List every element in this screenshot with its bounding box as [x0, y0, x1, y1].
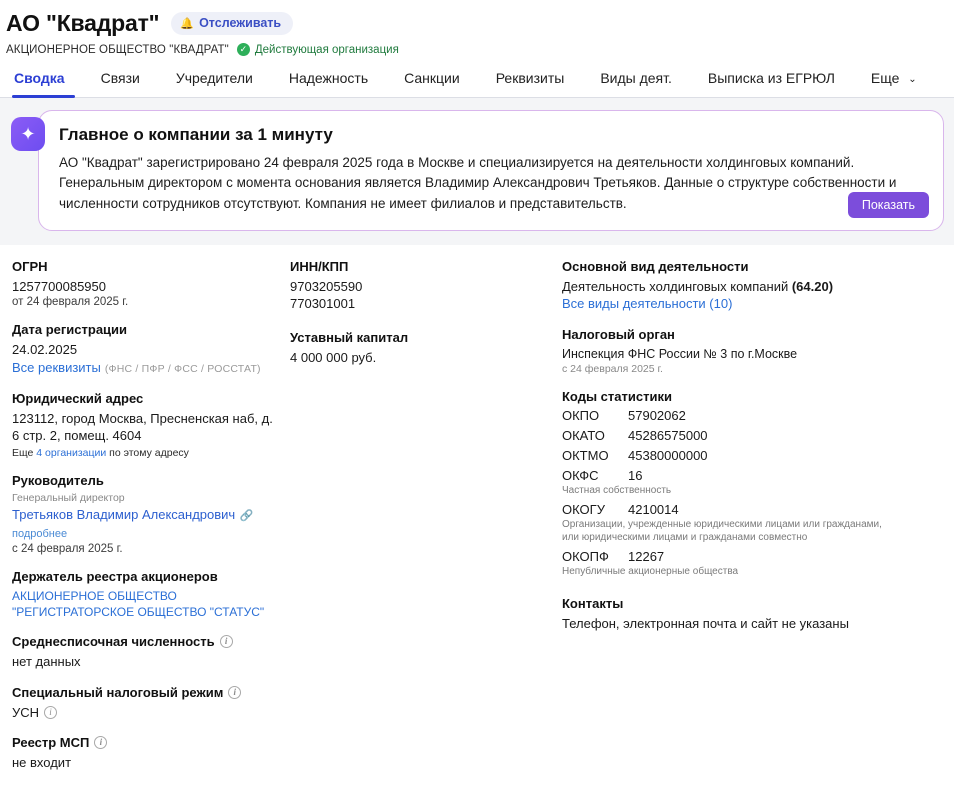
stat-row	[562, 549, 944, 578]
field-ogrn-since: от 24 февраля 2025 г.	[12, 296, 129, 309]
summary-text: АО "Квадрат" зарегистрировано 24 февраля 2025 года в Москве и специализируется на деятельности холдинговых компаний. Генеральным директором с момента основания является Владимир Александрович Третьяков. Данные о структуре собственности и численности сотрудников отсутствуют. Компания не имеет филиалов и представительств.	[59, 155, 897, 211]
field-ogrn-value: 1257700085950	[12, 278, 106, 294]
stat-key: ОКТМО	[562, 447, 609, 463]
field-main-activity-value-row	[562, 278, 944, 296]
tab-label: Виды деят.	[600, 70, 672, 86]
tab-label: Учредители	[175, 70, 253, 86]
field-registrar-value[interactable]: АКЦИОНЕРНОЕ ОБЩЕСТВО "РЕГИСТРАТОРСКОЕ ОБЩЕСТВО "СТАТУС"	[12, 588, 265, 620]
field-director-label: Руководитель	[12, 472, 104, 488]
tab-nadezhnost[interactable]	[271, 70, 386, 97]
stat-value: 12267	[628, 548, 665, 564]
field-main-activity-value: Деятельность холдинговых компаний	[562, 278, 789, 294]
field-tax-regime-label	[12, 685, 280, 700]
stat-row	[562, 448, 944, 463]
show-button[interactable]: Показать	[848, 192, 929, 218]
stat-note: Непубличные акционерные общества	[562, 565, 739, 577]
info-icon[interactable]: i	[220, 635, 233, 648]
details-column-left	[12, 259, 290, 786]
tab-svyazi[interactable]	[83, 70, 158, 97]
field-contacts	[562, 596, 944, 633]
field-tax-office	[562, 327, 944, 375]
field-main-activity-label: Основной вид деятельности	[562, 258, 749, 274]
field-legal-address-value: 123112, город Москва, Пресненская наб, д. 6 стр. 2, помещ. 4604	[12, 410, 273, 444]
stat-value: 4210014	[628, 501, 679, 517]
field-tax-office-label: Налоговый орган	[562, 326, 675, 342]
stat-value: 45286575000	[628, 427, 708, 443]
field-msp-label	[12, 735, 280, 750]
field-tax-office-value: Инспекция ФНС России № 3 по г.Москве	[562, 346, 798, 361]
bell-icon: 🔔	[180, 17, 195, 30]
field-tax-regime-value: УСН	[12, 704, 40, 720]
stat-key: ОКФС	[562, 467, 599, 483]
field-msp-value: не входит	[12, 755, 72, 771]
field-headcount-label	[12, 634, 280, 649]
field-registrar	[12, 569, 280, 620]
field-registrar-label: Держатель реестра акционеров	[12, 568, 218, 584]
field-legal-address	[12, 391, 280, 459]
stat-row	[562, 468, 944, 497]
field-headcount-value: нет данных	[12, 654, 81, 670]
details-column-middle	[290, 259, 560, 786]
page-title: АО "Квадрат"	[6, 10, 160, 36]
tab-vidy-deyat[interactable]	[582, 70, 690, 97]
stat-value: 16	[628, 467, 643, 483]
tab-svodka[interactable]	[6, 70, 83, 97]
field-headcount	[12, 634, 280, 671]
field-contacts-label: Контакты	[562, 595, 624, 611]
tab-vypiska-egrul[interactable]	[690, 70, 853, 97]
info-icon[interactable]: i	[94, 736, 107, 749]
field-tax-regime-label-text: Специальный налоговый режим	[12, 684, 224, 700]
field-inn-kpp-label: ИНН/КПП	[290, 258, 349, 274]
field-director-position: Генеральный директор	[12, 491, 125, 504]
field-msp-label-text: Реестр МСП	[12, 735, 90, 751]
director-details-link[interactable]: подробнее	[12, 527, 68, 540]
stat-note: Частная собственность	[562, 484, 672, 496]
check-circle-icon: ✓	[237, 43, 250, 56]
field-capital	[290, 330, 550, 367]
all-requisites-link[interactable]: Все реквизиты	[12, 359, 101, 375]
field-msp	[12, 735, 280, 772]
field-director	[12, 473, 280, 555]
stat-key: ОКПО	[562, 407, 600, 423]
page-header	[0, 0, 954, 56]
tab-rekvizity[interactable]	[478, 70, 583, 97]
tab-more[interactable]	[853, 70, 935, 97]
tab-label: Реквизиты	[495, 70, 565, 86]
field-main-activity	[562, 259, 944, 313]
title-row	[0, 8, 954, 37]
address-more-suffix: по этому адресу	[109, 446, 189, 459]
sparkle-icon: ✦	[11, 117, 45, 151]
stat-note: Организации, учрежденные юридическими лицами или гражданами, или юридическими лицами и гражданами совместно	[562, 518, 882, 543]
summary-title: Главное о компании за 1 минуту	[59, 125, 333, 144]
field-stat-codes-label: Коды статистики	[562, 388, 672, 404]
tab-label: Еще	[870, 70, 900, 86]
tab-label: Сводка	[14, 70, 65, 86]
field-contacts-value: Телефон, электронная почта и сайт не указаны	[562, 615, 849, 631]
field-stat-codes	[562, 389, 944, 578]
details-column-right	[560, 259, 944, 786]
field-tax-regime-value-row	[12, 704, 280, 722]
status-badge-label: Действующая организация	[254, 43, 399, 56]
link-icon: 🔗	[239, 509, 254, 522]
all-requisites-row	[12, 359, 280, 377]
field-kpp-value: 770301001	[290, 296, 356, 312]
tab-bar	[0, 56, 954, 98]
field-main-activity-code: (64.20)	[791, 278, 834, 294]
field-tax-regime	[12, 685, 280, 722]
director-name-link[interactable]: Третьяков Владимир Александрович	[12, 506, 236, 522]
field-capital-label: Уставный капитал	[290, 329, 409, 345]
tab-label: Выписка из ЕГРЮЛ	[707, 70, 835, 86]
stat-row	[562, 428, 944, 443]
field-ogrn-label: ОГРН	[12, 258, 48, 274]
field-inn-value: 9703205590	[290, 278, 363, 294]
summary-card	[20, 110, 944, 231]
info-icon[interactable]: i	[228, 686, 241, 699]
field-capital-value: 4 000 000 руб.	[290, 349, 377, 365]
tab-sankcii[interactable]	[386, 70, 478, 97]
stat-row	[562, 502, 944, 544]
tab-label: Надежность	[288, 70, 369, 86]
address-more-link[interactable]: 4 организации	[36, 446, 107, 459]
all-requisites-note: (ФНС / ПФР / ФСС / РОССТАТ)	[104, 362, 261, 375]
subtitle-row	[0, 37, 954, 56]
stat-value: 57902062	[628, 407, 686, 423]
director-name-row	[12, 506, 280, 542]
status-badge	[237, 43, 399, 56]
stat-key: ОКОПФ	[562, 548, 609, 564]
summary-section	[0, 98, 954, 245]
field-legal-address-label: Юридический адрес	[12, 390, 144, 406]
stat-key: ОКОГУ	[562, 501, 605, 517]
field-registration-date	[12, 322, 280, 377]
tab-uchrediteli[interactable]	[158, 70, 271, 97]
details-body	[0, 245, 954, 786]
field-director-since: с 24 февраля 2025 г.	[12, 542, 123, 555]
watch-button-label: Отслеживать	[199, 16, 282, 30]
field-registration-date-value: 24.02.2025	[12, 342, 78, 358]
all-activities-link[interactable]: Все виды деятельности (10)	[562, 296, 733, 312]
legal-name: АКЦИОНЕРНОЕ ОБЩЕСТВО "КВАДРАТ"	[6, 43, 229, 56]
address-more-row	[12, 447, 280, 459]
stat-value: 45380000000	[628, 447, 708, 463]
tab-label: Связи	[100, 70, 140, 86]
field-ogrn	[12, 259, 280, 309]
address-more-prefix: Еще	[12, 446, 34, 459]
stat-key: ОКАТО	[562, 427, 605, 443]
field-registration-date-label: Дата регистрации	[12, 322, 128, 338]
field-headcount-label-text: Среднесписочная численность	[12, 634, 215, 650]
field-tax-office-since: с 24 февраля 2025 г.	[562, 362, 663, 375]
field-inn-kpp	[290, 259, 550, 313]
info-icon[interactable]: i	[44, 706, 57, 719]
tab-label: Санкции	[404, 70, 460, 86]
stat-row	[562, 408, 944, 423]
watch-button[interactable]	[171, 12, 293, 35]
chevron-down-icon: ⌄	[908, 74, 917, 85]
